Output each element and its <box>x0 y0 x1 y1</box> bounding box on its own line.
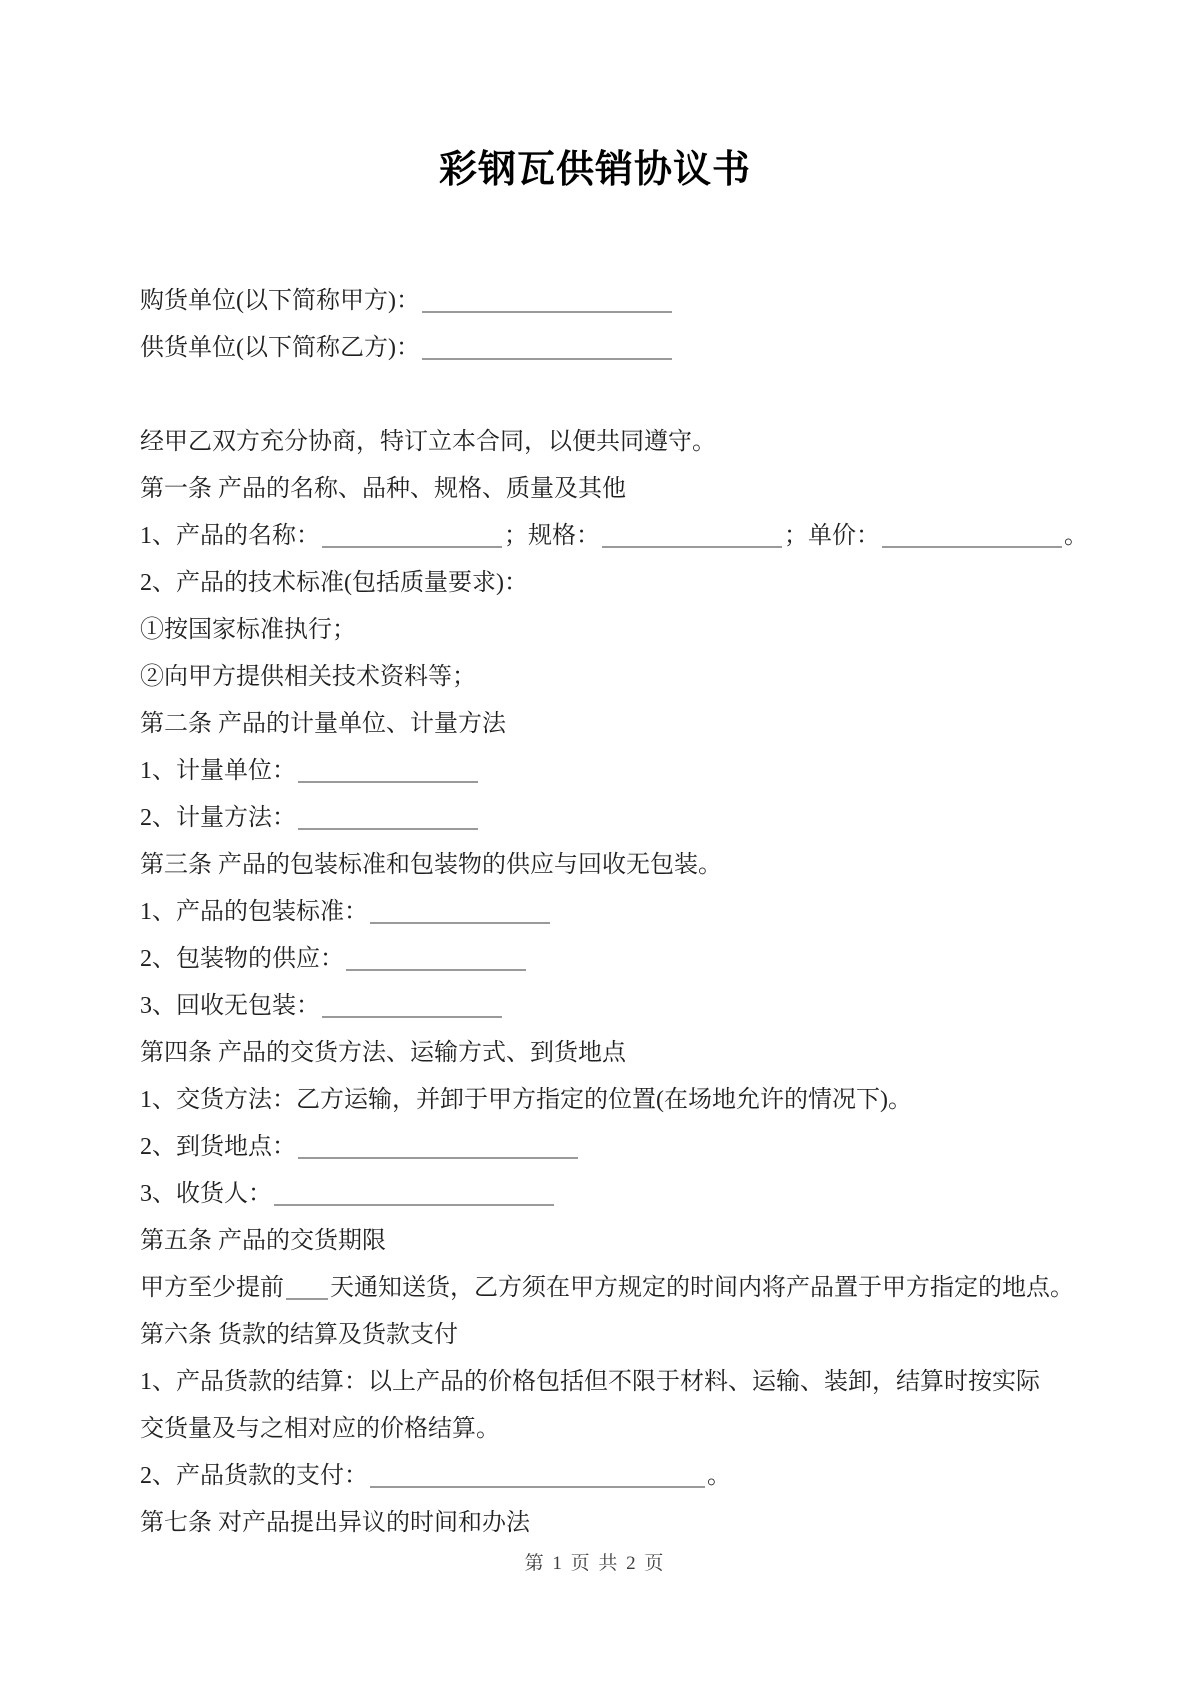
line-tech-standard-1 <box>140 607 1160 654</box>
line-text: ②向甲方提供相关技术资料等； <box>140 664 476 690</box>
line-buyer-unit <box>140 278 1160 325</box>
line-text: 甲方至少提前 <box>140 1275 284 1301</box>
line-text: 2、到货地点： <box>140 1134 296 1160</box>
line-text: 第三条 产品的包装标准和包装物的供应与回收无包装。 <box>140 852 722 878</box>
line-text: 3、回收无包装： <box>140 993 320 1019</box>
line-text: 购货单位(以下简称甲方)： <box>140 288 420 314</box>
line-text: 经甲乙双方充分协商，特订立本合同，以便共同遵守。 <box>140 429 716 455</box>
line-article-7 <box>140 1500 1160 1547</box>
line-text: 第五条 产品的交货期限 <box>140 1228 386 1254</box>
line-text: 第一条 产品的名称、品种、规格、质量及其他 <box>140 476 626 502</box>
blank-packing-recycle <box>322 992 502 1018</box>
line-text: 。 <box>707 1463 731 1489</box>
line-settlement-2 <box>140 1406 1160 1453</box>
spacer-row <box>140 372 1160 419</box>
blank-supplier-unit <box>422 334 672 360</box>
line-packing-supply <box>140 936 1160 983</box>
blank-buyer-unit <box>422 287 672 313</box>
line-receiver <box>140 1171 1160 1218</box>
line-article-4 <box>140 1030 1160 1077</box>
line-text: ；单价： <box>784 523 880 549</box>
line-text: 。 <box>1064 523 1088 549</box>
line-article-6 <box>140 1312 1160 1359</box>
blank-delivery-place <box>298 1133 578 1159</box>
blank-payment <box>370 1462 705 1488</box>
blank-receiver <box>274 1180 554 1206</box>
line-text: 1、交货方法：乙方运输，并卸于甲方指定的位置(在场地允许的情况下)。 <box>140 1087 912 1113</box>
line-measure-method <box>140 795 1160 842</box>
line-delivery-place <box>140 1124 1160 1171</box>
line-text: 交货量及与之相对应的价格结算。 <box>140 1416 500 1442</box>
line-product-name <box>140 513 1160 560</box>
blank-product-spec <box>602 522 782 548</box>
line-text: 供货单位(以下简称乙方)： <box>140 335 420 361</box>
line-text: 1、产品货款的结算：以上产品的价格包括但不限于材料、运输、装卸，结算时按实际 <box>140 1369 1040 1395</box>
line-settlement-1 <box>140 1359 1160 1406</box>
blank-measure-unit <box>298 757 478 783</box>
line-preamble <box>140 419 1160 466</box>
line-text: 第六条 货款的结算及货款支付 <box>140 1322 458 1348</box>
line-supplier-unit <box>140 325 1160 372</box>
blank-product-name <box>322 522 502 548</box>
line-text: 1、计量单位： <box>140 758 296 784</box>
blank-measure-method <box>298 804 478 830</box>
line-text: 第七条 对产品提出异议的时间和办法 <box>140 1510 530 1536</box>
line-text: 天通知送货，乙方须在甲方规定的时间内将产品置于甲方指定的地点。 <box>330 1275 1074 1301</box>
line-text: ①按国家标准执行； <box>140 617 356 643</box>
line-text: ；规格： <box>504 523 600 549</box>
line-packing-recycle <box>140 983 1160 1030</box>
line-text: 3、收货人： <box>140 1181 272 1207</box>
blank-packing-supply <box>346 945 526 971</box>
line-text: 1、产品的名称： <box>140 523 320 549</box>
blank-product-price <box>882 522 1062 548</box>
line-text: 1、产品的包装标准： <box>140 899 368 925</box>
line-payment <box>140 1453 1160 1500</box>
line-delivery-method <box>140 1077 1160 1124</box>
blank-packing-standard <box>370 898 550 924</box>
line-text: 第二条 产品的计量单位、计量方法 <box>140 711 506 737</box>
line-article-2 <box>140 701 1160 748</box>
line-text: 第四条 产品的交货方法、运输方式、到货地点 <box>140 1040 626 1066</box>
document-body <box>140 278 1160 1547</box>
line-tech-standard <box>140 560 1160 607</box>
line-delivery-notice <box>140 1265 1160 1312</box>
line-tech-standard-2 <box>140 654 1160 701</box>
line-article-1 <box>140 466 1160 513</box>
line-article-3 <box>140 842 1160 889</box>
line-measure-unit <box>140 748 1160 795</box>
line-text: 2、包装物的供应： <box>140 946 344 972</box>
line-article-5 <box>140 1218 1160 1265</box>
line-text: 2、产品货款的支付： <box>140 1463 368 1489</box>
line-text: 2、产品的技术标准(包括质量要求)： <box>140 570 528 596</box>
blank-notice-days <box>286 1274 328 1300</box>
line-text: 2、计量方法： <box>140 805 296 831</box>
page-number-footer: 第 1 页 共 2 页 <box>524 1553 666 1574</box>
document-title: 彩钢瓦供销协议书 <box>438 149 751 191</box>
line-packing-standard <box>140 889 1160 936</box>
